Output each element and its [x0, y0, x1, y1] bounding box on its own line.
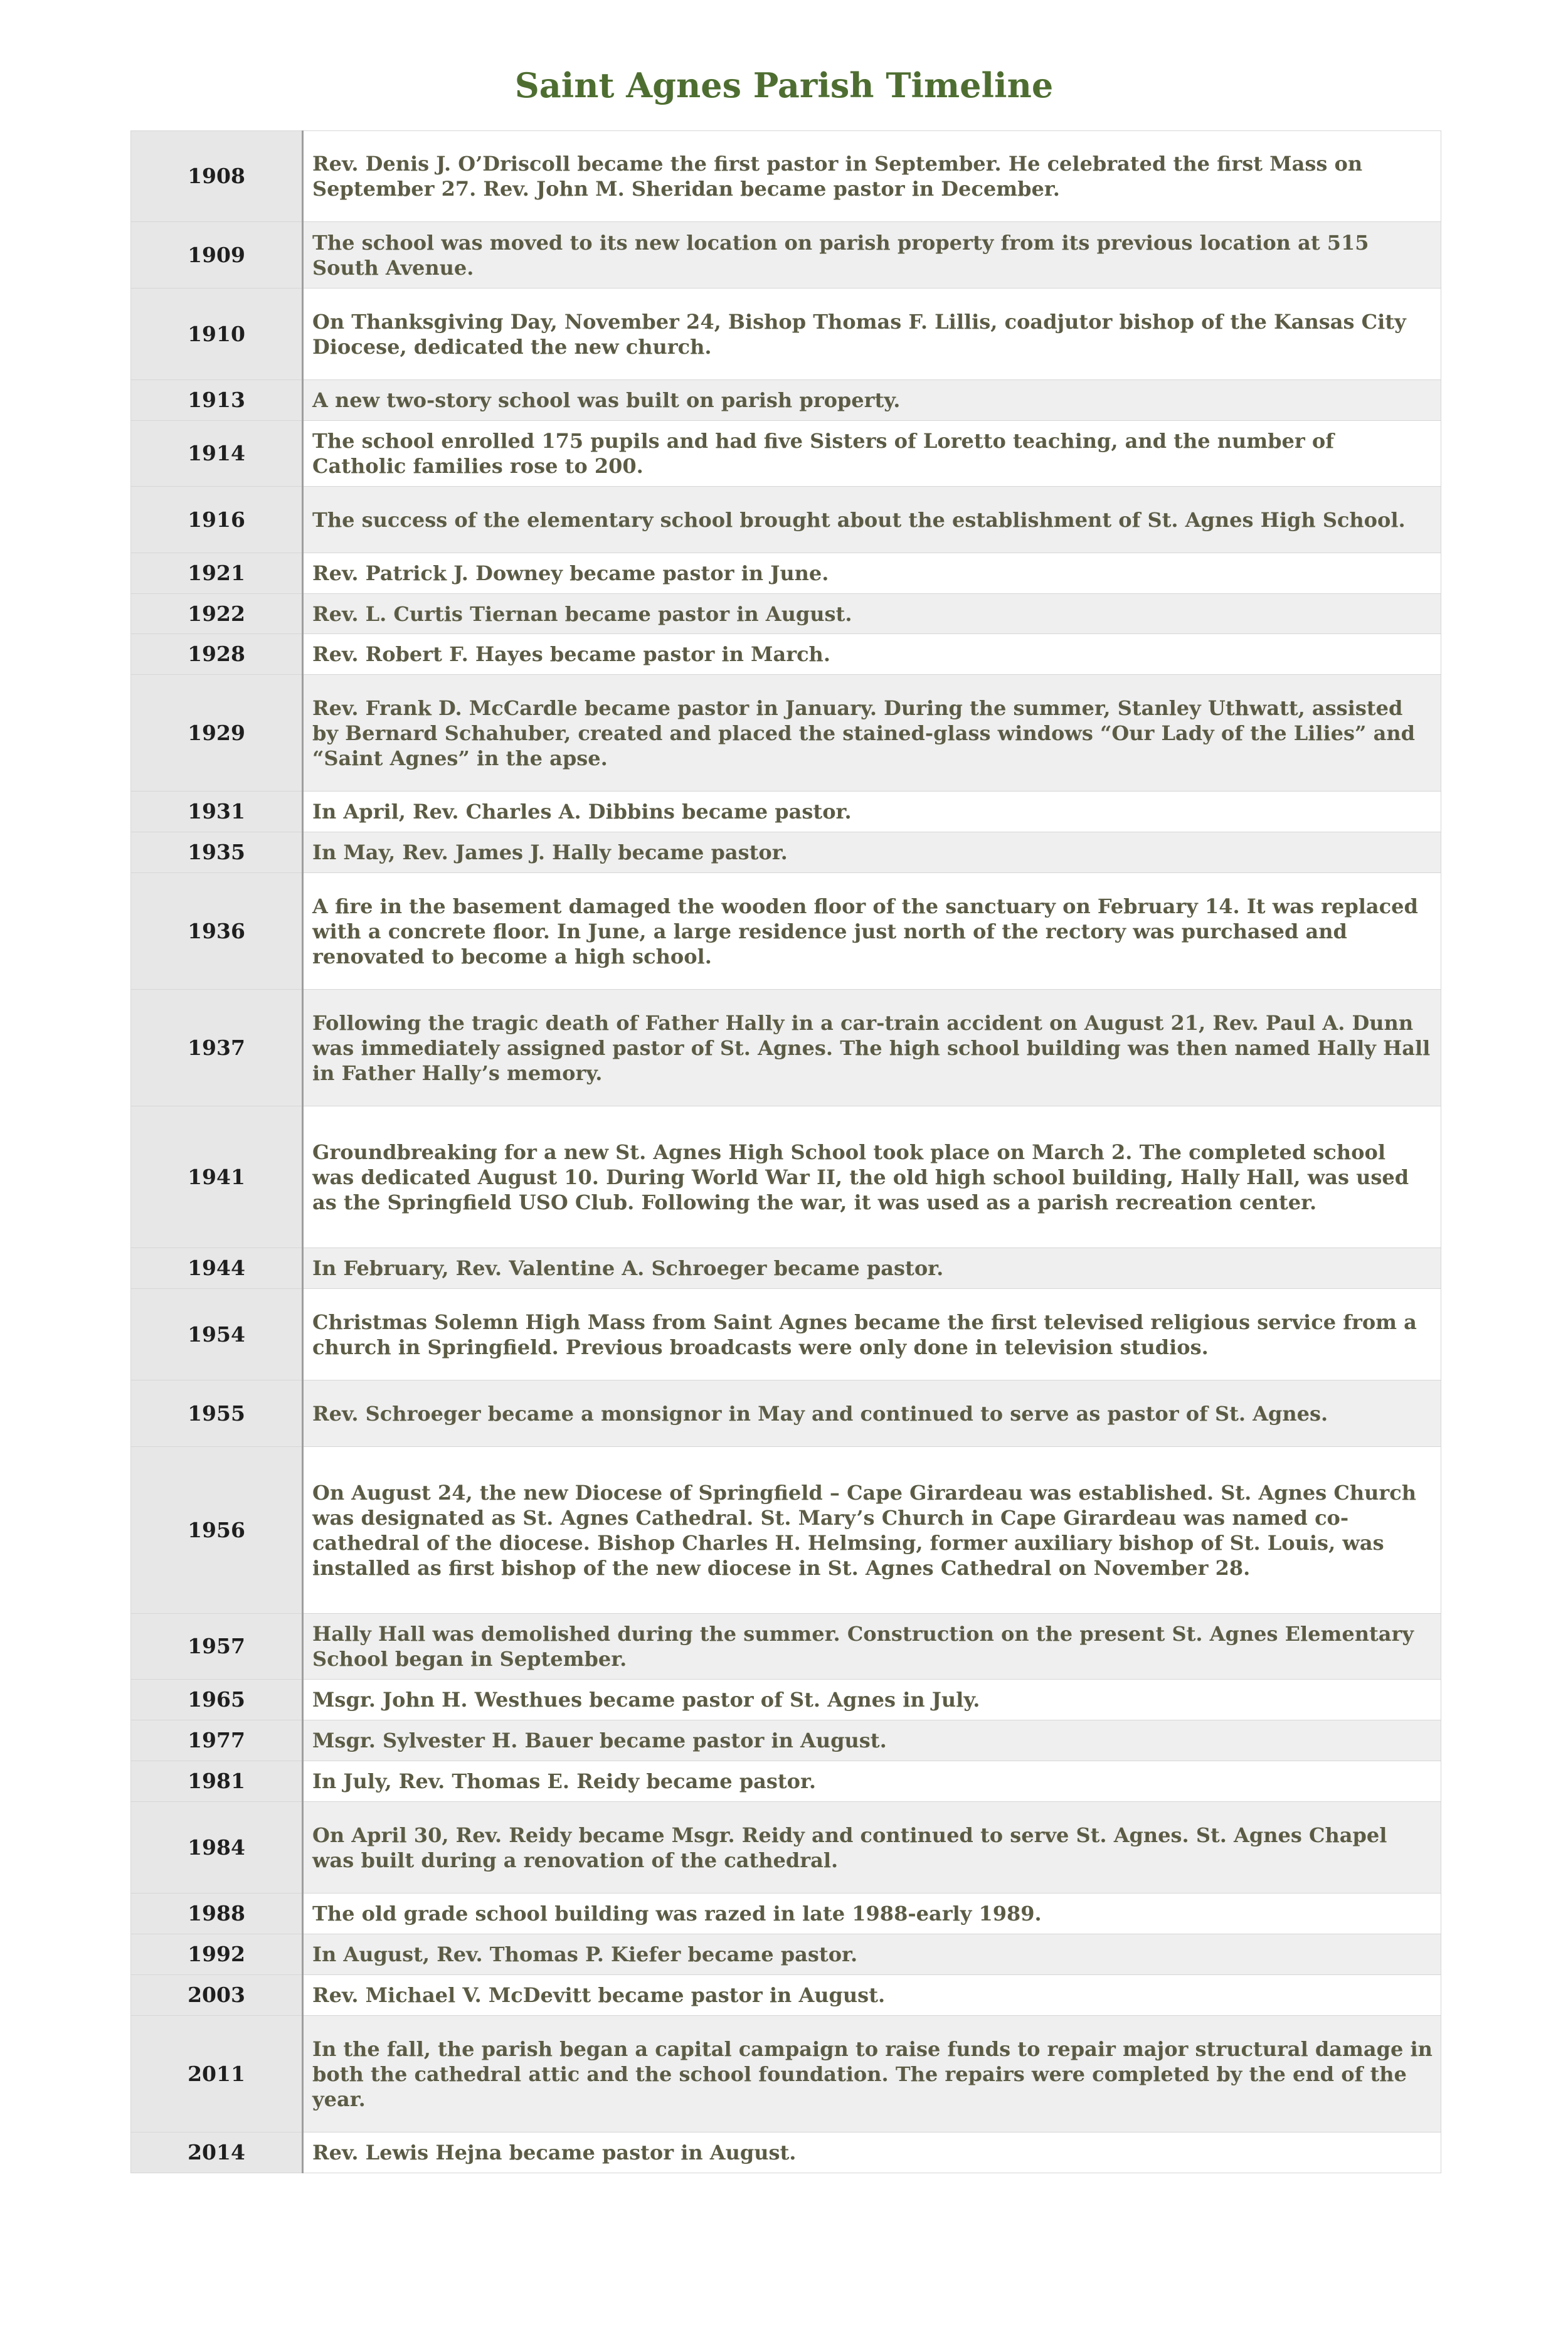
table-row — [131, 131, 1441, 222]
table-row — [131, 1975, 1441, 2016]
event-cell: On Thanksgiving Day, November 24, Bishop Thomas F. Lillis, coadjutor bishop of the Kansas City Diocese, dedicated the new church. — [303, 289, 1441, 380]
timeline-table — [130, 130, 1441, 2173]
event-cell: Rev. Michael V. McDevitt became pastor in August. — [303, 1975, 1441, 2016]
year-cell: 1910 — [131, 289, 303, 380]
year-cell: 1977 — [131, 1720, 303, 1761]
year-cell: 1981 — [131, 1761, 303, 1802]
year-cell: 1965 — [131, 1680, 303, 1720]
table-row — [131, 1761, 1441, 1802]
table-row — [131, 832, 1441, 873]
table-row — [131, 2132, 1441, 2173]
table-row — [131, 675, 1441, 792]
event-cell: The school enrolled 175 pupils and had five Sisters of Loretto teaching, and the number of Catholic families rose to 200. — [303, 421, 1441, 487]
event-cell: Groundbreaking for a new St. Agnes High School took place on March 2. The completed school was dedicated August 10. During World War II, the old high school building, Hally Hall, was used as the Springfield USO Club. Following the war, it was used as a parish recreation center. — [303, 1106, 1441, 1248]
event-cell: The success of the elementary school brought about the establishment of St. Agnes High School. — [303, 487, 1441, 553]
event-cell: In the fall, the parish began a capital campaign to raise funds to repair major structural damage in both the cathedral attic and the school foundation. The repairs were completed by the end of the year. — [303, 2016, 1441, 2132]
year-cell: 1992 — [131, 1934, 303, 1975]
table-row — [131, 222, 1441, 289]
table-row — [131, 1248, 1441, 1289]
event-cell: Msgr. John H. Westhues became pastor of St. Agnes in July. — [303, 1680, 1441, 1720]
event-cell: In April, Rev. Charles A. Dibbins became pastor. — [303, 792, 1441, 832]
event-cell: A new two-story school was built on parish property. — [303, 380, 1441, 421]
year-cell: 1929 — [131, 675, 303, 792]
timeline-body — [131, 131, 1441, 2173]
table-row — [131, 487, 1441, 553]
event-cell: In July, Rev. Thomas E. Reidy became pastor. — [303, 1761, 1441, 1802]
year-cell: 1936 — [131, 873, 303, 990]
year-cell: 1984 — [131, 1802, 303, 1894]
table-row — [131, 1447, 1441, 1614]
table-row — [131, 1106, 1441, 1248]
year-cell: 1921 — [131, 553, 303, 594]
event-cell: Christmas Solemn High Mass from Saint Agnes became the first televised religious service from a church in Springfield. Previous broadcasts were only done in television studios. — [303, 1289, 1441, 1380]
table-row — [131, 1680, 1441, 1720]
year-cell: 1913 — [131, 380, 303, 421]
event-cell: Rev. Robert F. Hayes became pastor in March. — [303, 634, 1441, 675]
year-cell: 1957 — [131, 1614, 303, 1680]
table-row — [131, 792, 1441, 832]
event-cell: Rev. Lewis Hejna became pastor in August. — [303, 2132, 1441, 2173]
table-row — [131, 289, 1441, 380]
event-cell: A fire in the basement damaged the wooden floor of the sanctuary on February 14. It was replaced with a concrete floor. In June, a large residence just north of the rectory was purchased and renovated to become a high school. — [303, 873, 1441, 990]
year-cell: 2003 — [131, 1975, 303, 2016]
year-cell: 2011 — [131, 2016, 303, 2132]
event-cell: The school was moved to its new location on parish property from its previous location at 515 South Avenue. — [303, 222, 1441, 289]
year-cell: 1954 — [131, 1289, 303, 1380]
table-row — [131, 594, 1441, 634]
year-cell: 1916 — [131, 487, 303, 553]
table-row — [131, 553, 1441, 594]
year-cell: 1928 — [131, 634, 303, 675]
year-cell: 1988 — [131, 1894, 303, 1934]
event-cell: Rev. Denis J. O’Driscoll became the first pastor in September. He celebrated the first Mass on September 27. Rev. John M. Sheridan became pastor in December. — [303, 131, 1441, 222]
event-cell: Following the tragic death of Father Hally in a car-train accident on August 21, Rev. Paul A. Dunn was immediately assigned pastor of St. Agnes. The high school building was then named Hally Hall in Father Hally’s memory. — [303, 990, 1441, 1106]
event-cell: Rev. Patrick J. Downey became pastor in June. — [303, 553, 1441, 594]
event-cell: In August, Rev. Thomas P. Kiefer became pastor. — [303, 1934, 1441, 1975]
year-cell: 1931 — [131, 792, 303, 832]
event-cell: Msgr. Sylvester H. Bauer became pastor in August. — [303, 1720, 1441, 1761]
year-cell: 1937 — [131, 990, 303, 1106]
table-row — [131, 2016, 1441, 2132]
year-cell: 2014 — [131, 2132, 303, 2173]
page-title: Saint Agnes Parish Timeline — [514, 65, 1054, 105]
table-row — [131, 634, 1441, 675]
year-cell: 1909 — [131, 222, 303, 289]
year-cell: 1914 — [131, 421, 303, 487]
year-cell: 1944 — [131, 1248, 303, 1289]
table-row — [131, 380, 1441, 421]
table-row — [131, 1894, 1441, 1934]
event-cell: On April 30, Rev. Reidy became Msgr. Reidy and continued to serve St. Agnes. St. Agnes Chapel was built during a renovation of the cathedral. — [303, 1802, 1441, 1894]
table-row — [131, 1380, 1441, 1447]
year-cell: 1935 — [131, 832, 303, 873]
table-row — [131, 1614, 1441, 1680]
event-cell: The old grade school building was razed in late 1988-early 1989. — [303, 1894, 1441, 1934]
year-cell: 1955 — [131, 1380, 303, 1447]
event-cell: Rev. L. Curtis Tiernan became pastor in August. — [303, 594, 1441, 634]
table-row — [131, 1289, 1441, 1380]
year-cell: 1941 — [131, 1106, 303, 1248]
year-cell: 1956 — [131, 1447, 303, 1614]
table-row — [131, 873, 1441, 990]
event-cell: Rev. Schroeger became a monsignor in May and continued to serve as pastor of St. Agnes. — [303, 1380, 1441, 1447]
table-row — [131, 1720, 1441, 1761]
table-row — [131, 421, 1441, 487]
table-row — [131, 1802, 1441, 1894]
event-cell: On August 24, the new Diocese of Springfield – Cape Girardeau was established. St. Agnes Church was designated as St. Agnes Cathedral. St. Mary’s Church in Cape Girardeau was named co-cathedral of the diocese. Bishop Charles H. Helmsing, former auxiliary bishop of St. Louis, was installed as first bishop of the new diocese in St. Agnes Cathedral on November 28. — [303, 1447, 1441, 1614]
event-cell: Rev. Frank D. McCardle became pastor in January. During the summer, Stanley Uthwatt, assisted by Bernard Schahuber, created and placed the stained-glass windows “Our Lady of the Lilies” and “Saint Agnes” in the apse. — [303, 675, 1441, 792]
event-cell: In May, Rev. James J. Hally became pastor. — [303, 832, 1441, 873]
year-cell: 1922 — [131, 594, 303, 634]
event-cell: In February, Rev. Valentine A. Schroeger became pastor. — [303, 1248, 1441, 1289]
table-row — [131, 990, 1441, 1106]
event-cell: Hally Hall was demolished during the summer. Construction on the present St. Agnes Elementary School began in September. — [303, 1614, 1441, 1680]
year-cell: 1908 — [131, 131, 303, 222]
table-row — [131, 1934, 1441, 1975]
